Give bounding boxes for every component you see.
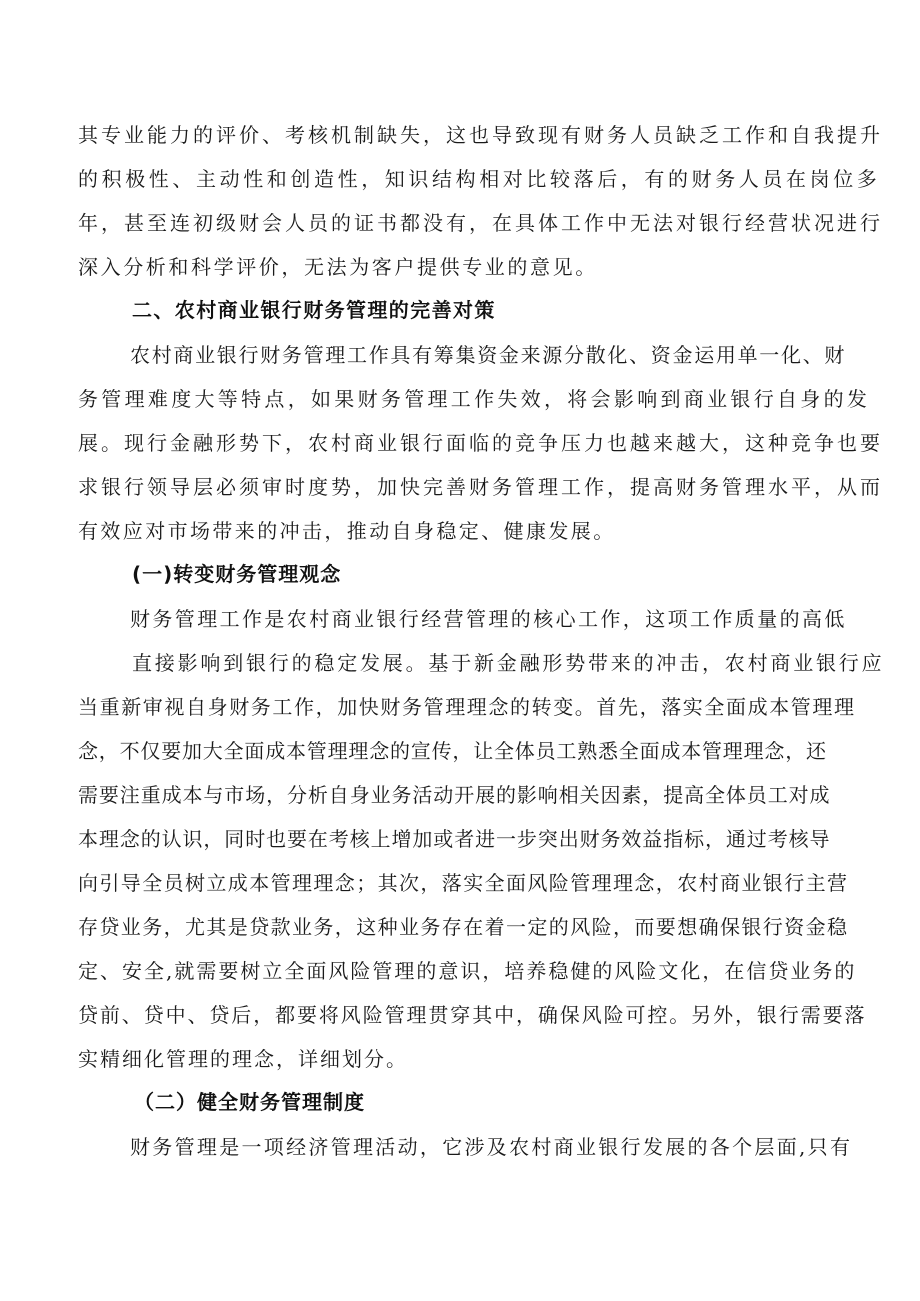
section-heading: 二、农村商业银行财务管理的完善对策 [132,298,496,322]
paragraph-line: 的积极性、主动性和创造性，知识结构相对比较落后，有的财务人员在岗位多 [78,167,881,191]
paragraph-line: 展。现行金融形势下，农村商业银行面临的竞争压力也越来越大，这种竞争也要 [78,431,883,455]
paragraph-line: 财务管理是一项经济管理活动，它涉及农村商业银行发展的各个层面,只有 [130,1135,853,1159]
paragraph-line: 需要注重成本与市场，分析自身业务活动开展的影响相关因素，提高全体员工对成 [78,783,831,807]
paragraph-line: 贷前、贷中、贷后，都要将风险管理贯穿其中，确保风险可控。另外，银行需要落 [78,1003,867,1027]
paragraph-line: 直接影响到银行的稳定发展。基于新金融形势带来的冲击，农村商业银行应 [132,651,885,675]
subsection-heading: (一)转变财务管理观念 [132,562,342,586]
paragraph-line: 存贷业务，尤其是贷款业务，这种业务存在着一定的风险，而要想确保银行资金稳 [78,915,849,939]
paragraph-line: 其专业能力的评价、考核机制缺失，这也导致现有财务人员缺乏工作和自我提升 [78,123,883,147]
paragraph-line: 当重新审视自身财务工作，加快财务管理理念的转变。首先，落实全面成本管理理 [78,695,856,719]
paragraph-line: 财务管理工作是农村商业银行经营管理的核心工作，这项工作质量的高低 [130,607,847,631]
paragraph-line: 年，甚至连初级财会人员的证书都没有，在具体工作中无法对银行经营状况进行 [78,211,883,235]
paragraph-line: 有效应对市场带来的冲击，推动自身稳定、健康发展。 [78,519,616,543]
paragraph-line: 务管理难度大等特点，如果财务管理工作失效，将会影响到商业银行自身的发 [78,387,871,411]
paragraph-line: 向引导全员树立成本管理理念；其次，落实全面风险管理理念，农村商业银行主营 [78,871,849,895]
paragraph-line: 实精细化管理的理念，详细划分。 [78,1047,408,1071]
paragraph-line: 本理念的认识，同时也要在考核上增加或者进一步突出财务效益指标，通过考核导 [78,827,831,851]
paragraph-line: 定、安全,就需要树立全面风险管理的意识，培养稳健的风险文化，在信贷业务的 [78,959,857,983]
paragraph-line: 深入分析和科学评价，无法为客户提供专业的意见。 [78,255,598,279]
paragraph-line: 农村商业银行财务管理工作具有筹集资金来源分散化、资金运用单一化、财 [130,343,847,367]
paragraph-line: 求银行领导层必须审时度势，加快完善财务管理工作，提高财务管理水平，从而 [78,475,883,499]
subsection-heading: （二）健全财务管理制度 [134,1090,365,1114]
paragraph-line: 念，不仅要加大全面成本管理理念的宣传，让全体员工熟悉全面成本管理理念，还 [78,739,827,763]
